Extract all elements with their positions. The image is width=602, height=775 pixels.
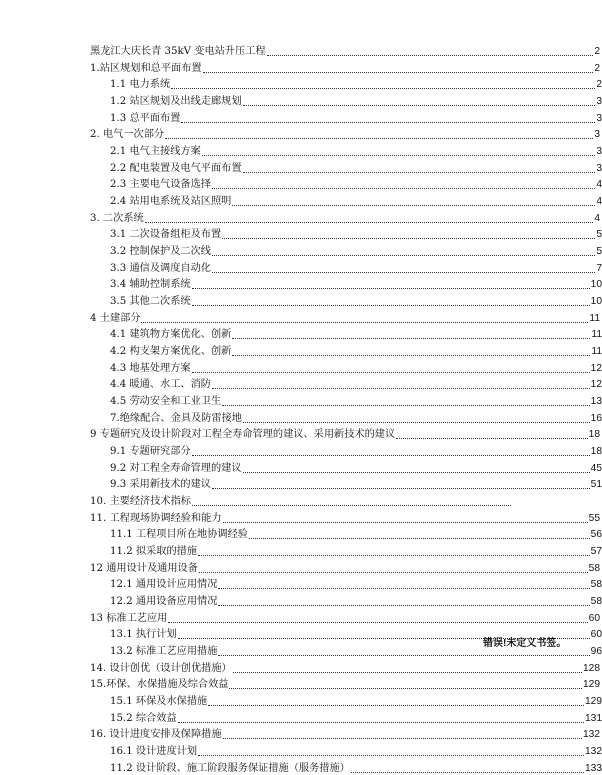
- toc-entry-title: 4 土建部分: [90, 312, 141, 324]
- toc-entry-title: 16.1 设计进度计划: [110, 746, 198, 758]
- toc-leader-dots: [223, 522, 588, 523]
- toc-entry-title: 15.1 环保及水保措施: [110, 696, 208, 708]
- toc-leader-dots: [267, 55, 594, 56]
- toc-page-number: 129: [585, 696, 602, 708]
- toc-page-number: 45: [590, 462, 602, 474]
- toc-page-number: 11: [591, 346, 602, 358]
- toc-page-number: 57: [590, 546, 602, 558]
- toc-entry[interactable]: [0, 659, 600, 675]
- toc-entry-title: 13 标准工艺应用: [90, 612, 168, 624]
- toc-leader-dots: [198, 755, 584, 756]
- toc-leader-dots: [181, 122, 595, 123]
- toc-leader-dots: [212, 388, 590, 389]
- toc-page-number: 58: [588, 562, 600, 574]
- toc-entry[interactable]: [0, 75, 602, 91]
- toc-entry[interactable]: [0, 59, 600, 75]
- toc-entry[interactable]: [0, 609, 600, 625]
- toc-entry-title: 11. 工程现场协调经验和能力: [90, 512, 222, 524]
- toc-page-number: 3: [596, 96, 602, 107]
- toc-page-number: 10: [590, 296, 602, 308]
- toc-page-number: 60: [588, 612, 600, 624]
- toc-leader-dots: [212, 188, 595, 189]
- toc-entry-title: 2.1 电气主接线方案: [110, 146, 201, 158]
- toc-page-number: 51: [590, 479, 602, 491]
- toc-leader-dots: [198, 555, 590, 556]
- toc-leader-dots: [351, 772, 584, 773]
- toc-leader-dots: [192, 372, 590, 373]
- toc-entry[interactable]: [0, 692, 602, 708]
- toc-entry[interactable]: [0, 125, 600, 141]
- toc-entry-title: 3.2 控制保护及二次线: [110, 246, 211, 258]
- toc-entry-title: 3.1 二次设备组柜及布置: [110, 229, 222, 241]
- toc-page-number: 4: [594, 212, 600, 224]
- toc-page-number: 132: [585, 746, 602, 758]
- toc-entry-title: 2.2 配电装置及电气平面布置: [110, 162, 242, 174]
- toc-page-number: 12: [590, 379, 602, 391]
- toc-leader-dots: [243, 105, 596, 106]
- toc-entry-title: 4.4 暖通、水工、消防: [110, 379, 211, 391]
- toc-page-number: 5: [596, 246, 602, 258]
- toc-page-number: 132: [583, 729, 600, 741]
- toc-leader-dots: [243, 422, 590, 423]
- toc-page-number: 18: [588, 429, 600, 441]
- toc-entry[interactable]: [0, 675, 600, 691]
- toc-page-number: 11: [591, 329, 602, 341]
- toc-entry[interactable]: [0, 142, 602, 158]
- toc-entry-title: 13.2 标准工艺应用措施: [110, 646, 218, 658]
- toc-entry-title: 3.5 其他二次系统: [110, 296, 191, 308]
- toc-page-number: 18: [590, 446, 602, 458]
- toc-leader-dots: [232, 205, 595, 206]
- toc-leader-dots: [396, 438, 588, 439]
- toc-leader-dots: [192, 305, 590, 306]
- toc-entry[interactable]: [0, 342, 602, 358]
- toc-entry[interactable]: [0, 409, 602, 425]
- toc-leader-dots: [171, 88, 595, 89]
- toc-entry-title: 12.1 通用设计应用情况: [110, 579, 218, 591]
- toc-entry-title: 4.2 构支架方案优化、创新: [110, 346, 232, 358]
- toc-entry-title: 11.1 工程项目所在地协调经验: [110, 529, 248, 541]
- toc-leader-dots: [218, 655, 589, 656]
- toc-leader-dots: [192, 505, 511, 506]
- toc-entry[interactable]: [0, 709, 602, 725]
- toc-entry-title: 9.2 对工程全寿命管理的建议: [110, 462, 242, 474]
- toc-entry-title: 9 专题研究及设计阶段对工程全寿命管理的建议、采用新技术的建议: [90, 429, 396, 441]
- toc-page-number: 10: [590, 279, 602, 291]
- toc-leader-dots: [199, 572, 588, 573]
- toc-page-number: 133: [585, 762, 602, 774]
- toc-entry[interactable]: [0, 225, 602, 241]
- toc-entry-title: 12.2 通用设备应用情况: [110, 596, 218, 608]
- toc-page-number: 12: [590, 362, 602, 374]
- bookmark-error-text: 错误!未定义书签。: [483, 638, 567, 649]
- toc-entry-title: 1.1 电力系统: [110, 79, 171, 91]
- toc-leader-dots: [229, 688, 582, 689]
- toc-page-number: 128: [583, 662, 600, 674]
- toc-leader-dots: [208, 705, 584, 706]
- toc-leader-dots: [192, 455, 590, 456]
- toc-page-number: 58: [590, 579, 602, 591]
- toc-entry[interactable]: [0, 159, 602, 175]
- toc-entry-title: 9.3 采用新技术的建议: [110, 479, 211, 491]
- toc-entry-title: 2. 电气一次部分: [90, 129, 165, 141]
- toc-entry[interactable]: [0, 509, 600, 525]
- toc-entry[interactable]: [0, 292, 602, 308]
- toc-entry[interactable]: [0, 492, 512, 508]
- toc-leader-dots: [165, 138, 593, 139]
- toc-page-number: 56: [590, 529, 602, 541]
- toc-page-number: 60: [590, 629, 602, 641]
- toc-page-number: 11: [589, 312, 600, 324]
- toc-entry[interactable]: [0, 325, 602, 341]
- toc-entry-title: 4.5 劳动安全和工业卫生: [110, 396, 222, 408]
- toc-entry-title: 3.3 通信及调度自动化: [110, 262, 211, 274]
- toc-leader-dots: [232, 355, 590, 356]
- toc-leader-dots: [141, 322, 588, 323]
- toc-entry[interactable]: [0, 209, 600, 225]
- toc-leader-dots: [178, 722, 584, 723]
- toc-page-number: 13: [590, 396, 602, 408]
- toc-entry[interactable]: [0, 559, 600, 575]
- toc-leader-dots: [203, 72, 594, 73]
- toc-entry[interactable]: [0, 592, 602, 608]
- toc-entry[interactable]: [0, 742, 602, 758]
- toc-leader-dots: [243, 172, 596, 173]
- toc-leader-dots: [212, 272, 595, 273]
- toc-entry-title: 13.1 执行计划: [110, 629, 177, 641]
- toc-leader-dots: [145, 222, 594, 223]
- toc-entry-title: 16. 设计进度安排及保障措施: [90, 729, 222, 741]
- toc-page-number: 7: [596, 262, 602, 274]
- toc-leader-dots: [243, 472, 590, 473]
- toc-leader-dots: [232, 338, 590, 339]
- toc-page-number: 2: [594, 62, 600, 74]
- toc-leader-dots: [222, 405, 590, 406]
- toc-entry-title: 14. 设计创优（设计创优措施）: [90, 662, 232, 674]
- toc-leader-dots: [223, 738, 582, 739]
- toc-leader-dots: [249, 538, 590, 539]
- toc-entry[interactable]: [0, 459, 602, 475]
- toc-page-number: 3: [596, 162, 602, 174]
- toc-page-number: 4: [596, 179, 602, 191]
- toc-entry[interactable]: [0, 259, 602, 275]
- toc-entry[interactable]: [0, 425, 600, 441]
- toc-entry-title: 15.2 综合效益: [110, 712, 177, 724]
- toc-page-number: 16: [590, 412, 602, 424]
- toc-leader-dots: [168, 622, 587, 623]
- toc-entry-title: 1.2 站区规划及出线走廊规划: [110, 96, 242, 107]
- toc-entry-title: 11.2 拟采取的措施: [110, 546, 198, 558]
- toc-entry-title: 2.4 站用电系统及站区照明: [110, 196, 232, 208]
- toc-entry[interactable]: [0, 192, 602, 208]
- toc-entry-title: 15.环保、水保措施及综合效益: [90, 679, 229, 691]
- toc-page-number: 3: [594, 129, 600, 141]
- toc-leader-dots: [202, 155, 596, 156]
- toc-entry-title: 10. 主要经济技术指标: [90, 496, 191, 508]
- toc-entry-title: 4.3 地基处理方案: [110, 362, 191, 374]
- toc-page-number: 58: [590, 596, 602, 608]
- toc-entry[interactable]: [0, 92, 602, 108]
- toc-page-number: 129: [583, 679, 600, 691]
- toc-page-number: 4: [596, 196, 602, 208]
- toc-entry[interactable]: [0, 275, 602, 291]
- toc-page-number: 5: [596, 229, 602, 241]
- toc-leader-dots: [222, 238, 595, 239]
- toc-entry[interactable]: [0, 359, 602, 375]
- toc-entry-title: 1.站区规划和总平面布置: [90, 62, 202, 74]
- toc-entry-title: 3. 二次系统: [90, 212, 144, 224]
- toc-leader-dots: [218, 605, 589, 606]
- toc-entry[interactable]: [0, 309, 600, 325]
- toc-entry-title: 3.4 辅助控制系统: [110, 279, 191, 291]
- toc-entry[interactable]: [0, 442, 602, 458]
- toc-leader-dots: [233, 672, 582, 673]
- toc-leader-dots: [192, 288, 590, 289]
- toc-entry[interactable]: [0, 542, 602, 558]
- toc-entry[interactable]: [0, 759, 602, 775]
- toc-entry[interactable]: [0, 109, 602, 125]
- toc-entry-title: 9.1 专题研究部分: [110, 446, 191, 458]
- toc-entry[interactable]: [0, 725, 600, 741]
- toc-entry-title: 11.2 设计阶段、施工阶段服务保证措施（服务措施）: [110, 762, 350, 774]
- toc-entry-title: 1.3 总平面布置: [110, 112, 181, 124]
- toc-entry-title: 12 通用设计及通用设备: [90, 562, 198, 574]
- toc-page-number: 3: [596, 112, 602, 124]
- toc-entry-title: 4.1 建筑物方案优化、创新: [110, 329, 232, 341]
- toc-entry[interactable]: [0, 242, 602, 258]
- toc-entry[interactable]: [0, 525, 602, 541]
- toc-leader-dots: [218, 588, 589, 589]
- toc-page-number: 131: [585, 712, 602, 724]
- toc-entry[interactable]: [0, 175, 602, 191]
- toc-entry-title: 2.3 主要电气设备选择: [110, 179, 211, 191]
- toc-entry[interactable]: [0, 375, 602, 391]
- toc-entry-title: 黑龙江大庆长青 35kV 变电站升压工程: [90, 46, 266, 57]
- toc-page-number: 2: [596, 79, 602, 91]
- toc-page-number: 3: [596, 146, 602, 158]
- toc-page-number: 96: [590, 646, 602, 658]
- toc-entry[interactable]: [0, 42, 600, 58]
- toc-entry-title: 7.绝缘配合、金具及防雷接地: [110, 412, 242, 424]
- toc-page-number: 2: [594, 46, 600, 57]
- toc-entry[interactable]: [0, 575, 602, 591]
- toc-entry[interactable]: [0, 475, 602, 491]
- toc-entry[interactable]: [0, 392, 602, 408]
- toc-page-number: 55: [588, 512, 600, 524]
- toc-leader-dots: [212, 255, 595, 256]
- toc-leader-dots: [212, 488, 590, 489]
